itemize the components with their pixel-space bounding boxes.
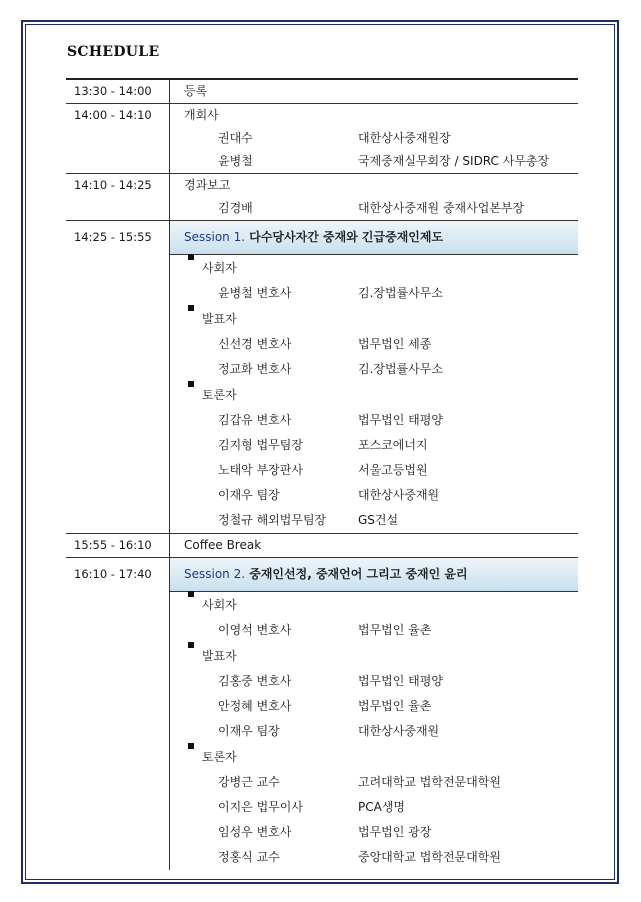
person-name: 권대수 xyxy=(218,131,253,145)
schedule-row xyxy=(66,103,578,173)
person-name: 정교화 변호사 xyxy=(218,362,292,376)
person-line xyxy=(170,281,578,306)
time-label: 14:00 - 14:10 xyxy=(74,108,152,122)
person-org: 법무법인 세종 xyxy=(358,337,432,351)
session-header xyxy=(170,558,578,592)
time-cell xyxy=(66,80,170,103)
person-name: 정철규 해외법무팀장 xyxy=(218,513,327,527)
time-label: 13:30 - 14:00 xyxy=(74,84,152,98)
person-org: 법무법인 율촌 xyxy=(358,623,432,637)
person-org: 국제중재실무회장 / SIDRC 사무총장 xyxy=(358,154,550,168)
session-title: 다수당사자간 중재와 긴급중재인제도 xyxy=(249,230,444,244)
content-cell xyxy=(170,558,578,870)
role-heading xyxy=(170,306,578,332)
content-cell xyxy=(170,80,578,103)
person-line xyxy=(170,820,578,845)
person-line xyxy=(170,458,578,483)
person-name: 윤병철 xyxy=(218,154,253,168)
role-label: 사회자 xyxy=(202,261,237,275)
person-name: 이재우 팀장 xyxy=(218,488,280,502)
time-cell xyxy=(66,104,170,173)
person-line xyxy=(170,770,578,795)
person-line xyxy=(170,845,578,870)
time-cell xyxy=(66,558,170,870)
role-heading xyxy=(170,592,578,618)
role-label: 발표자 xyxy=(202,312,237,326)
person-name: 이재우 팀장 xyxy=(218,724,280,738)
person-name: 안정혜 변호사 xyxy=(218,699,292,713)
person-line xyxy=(170,408,578,433)
role-label: 발표자 xyxy=(202,649,237,663)
content-cell xyxy=(170,174,578,220)
time-cell xyxy=(66,534,170,557)
session-header xyxy=(170,221,578,255)
bullet-square-icon xyxy=(188,305,194,311)
role-label: 토론자 xyxy=(202,388,237,402)
schedule-title: SCHEDULE xyxy=(67,44,160,60)
person-line xyxy=(170,618,578,643)
person-line xyxy=(170,197,578,220)
person-org: 법무법인 태평양 xyxy=(358,413,443,427)
person-name: 김갑유 변호사 xyxy=(218,413,292,427)
person-name: 임성우 변호사 xyxy=(218,825,292,839)
person-org: GS건설 xyxy=(358,513,399,527)
time-label: 15:55 - 16:10 xyxy=(74,538,152,552)
person-org: 김.장법률사무소 xyxy=(358,286,443,300)
time-cell xyxy=(66,221,170,533)
schedule-table xyxy=(66,78,578,870)
schedule-row xyxy=(66,173,578,220)
person-line xyxy=(170,694,578,719)
person-line xyxy=(170,508,578,533)
item-heading: Coffee Break xyxy=(184,538,262,552)
person-org: 대한상사중재원 중재사업본부장 xyxy=(358,201,525,215)
item-heading: 등록 xyxy=(184,84,208,98)
person-line xyxy=(170,433,578,458)
person-name: 신선경 변호사 xyxy=(218,337,292,351)
item-heading: 경과보고 xyxy=(184,178,231,192)
person-name: 윤병철 변호사 xyxy=(218,286,292,300)
role-heading xyxy=(170,255,578,281)
person-org: 김.장법률사무소 xyxy=(358,362,443,376)
person-org: 대한상사중재원 xyxy=(358,724,440,738)
person-name: 강병근 교수 xyxy=(218,775,280,789)
role-label: 사회자 xyxy=(202,598,237,612)
item-heading: 개회사 xyxy=(184,108,219,122)
bullet-square-icon xyxy=(188,381,194,387)
bullet-square-icon xyxy=(188,591,194,597)
role-heading xyxy=(170,382,578,408)
content-cell xyxy=(170,221,578,533)
schedule-row xyxy=(66,533,578,557)
schedule-row xyxy=(66,557,578,870)
session-number: Session 1. xyxy=(184,230,246,244)
person-org: PCA생명 xyxy=(358,800,406,814)
bullet-square-icon xyxy=(188,642,194,648)
person-org: 법무법인 율촌 xyxy=(358,699,432,713)
content-cell xyxy=(170,104,578,173)
content-cell xyxy=(170,534,578,557)
person-name: 김경배 xyxy=(218,201,253,215)
session-title: 중재인선정, 중재언어 그리고 중재인 윤리 xyxy=(249,567,468,581)
person-org: 포스코에너지 xyxy=(358,438,428,452)
person-name: 이지은 법무이사 xyxy=(218,800,303,814)
person-org: 중앙대학교 법학전문대학원 xyxy=(358,850,501,864)
person-line xyxy=(170,719,578,744)
bullet-square-icon xyxy=(188,254,194,260)
person-org: 법무법인 광장 xyxy=(358,825,432,839)
role-heading xyxy=(170,744,578,770)
role-label: 토론자 xyxy=(202,750,237,764)
session-number: Session 2. xyxy=(184,567,246,581)
time-label: 14:25 - 15:55 xyxy=(74,230,152,244)
person-org: 서울고등법원 xyxy=(358,463,428,477)
person-org: 법무법인 태평양 xyxy=(358,674,443,688)
time-label: 14:10 - 14:25 xyxy=(74,178,152,192)
time-cell xyxy=(66,174,170,220)
bullet-square-icon xyxy=(188,743,194,749)
person-line xyxy=(170,127,578,150)
person-line xyxy=(170,150,578,173)
person-name: 정홍식 교수 xyxy=(218,850,280,864)
time-label: 16:10 - 17:40 xyxy=(74,567,152,581)
person-line xyxy=(170,332,578,357)
person-name: 노태악 부장판사 xyxy=(218,463,303,477)
person-line xyxy=(170,357,578,382)
person-name: 김지형 법무팀장 xyxy=(218,438,303,452)
role-heading xyxy=(170,643,578,669)
person-name: 이영석 변호사 xyxy=(218,623,292,637)
person-org: 고려대학교 법학전문대학원 xyxy=(358,775,501,789)
schedule-row xyxy=(66,220,578,533)
person-org: 대한상사중재원 xyxy=(358,488,440,502)
person-line xyxy=(170,483,578,508)
person-name: 김홍중 변호사 xyxy=(218,674,292,688)
person-line xyxy=(170,669,578,694)
person-line xyxy=(170,795,578,820)
schedule-row xyxy=(66,78,578,103)
person-org: 대한상사중재원장 xyxy=(358,131,451,145)
